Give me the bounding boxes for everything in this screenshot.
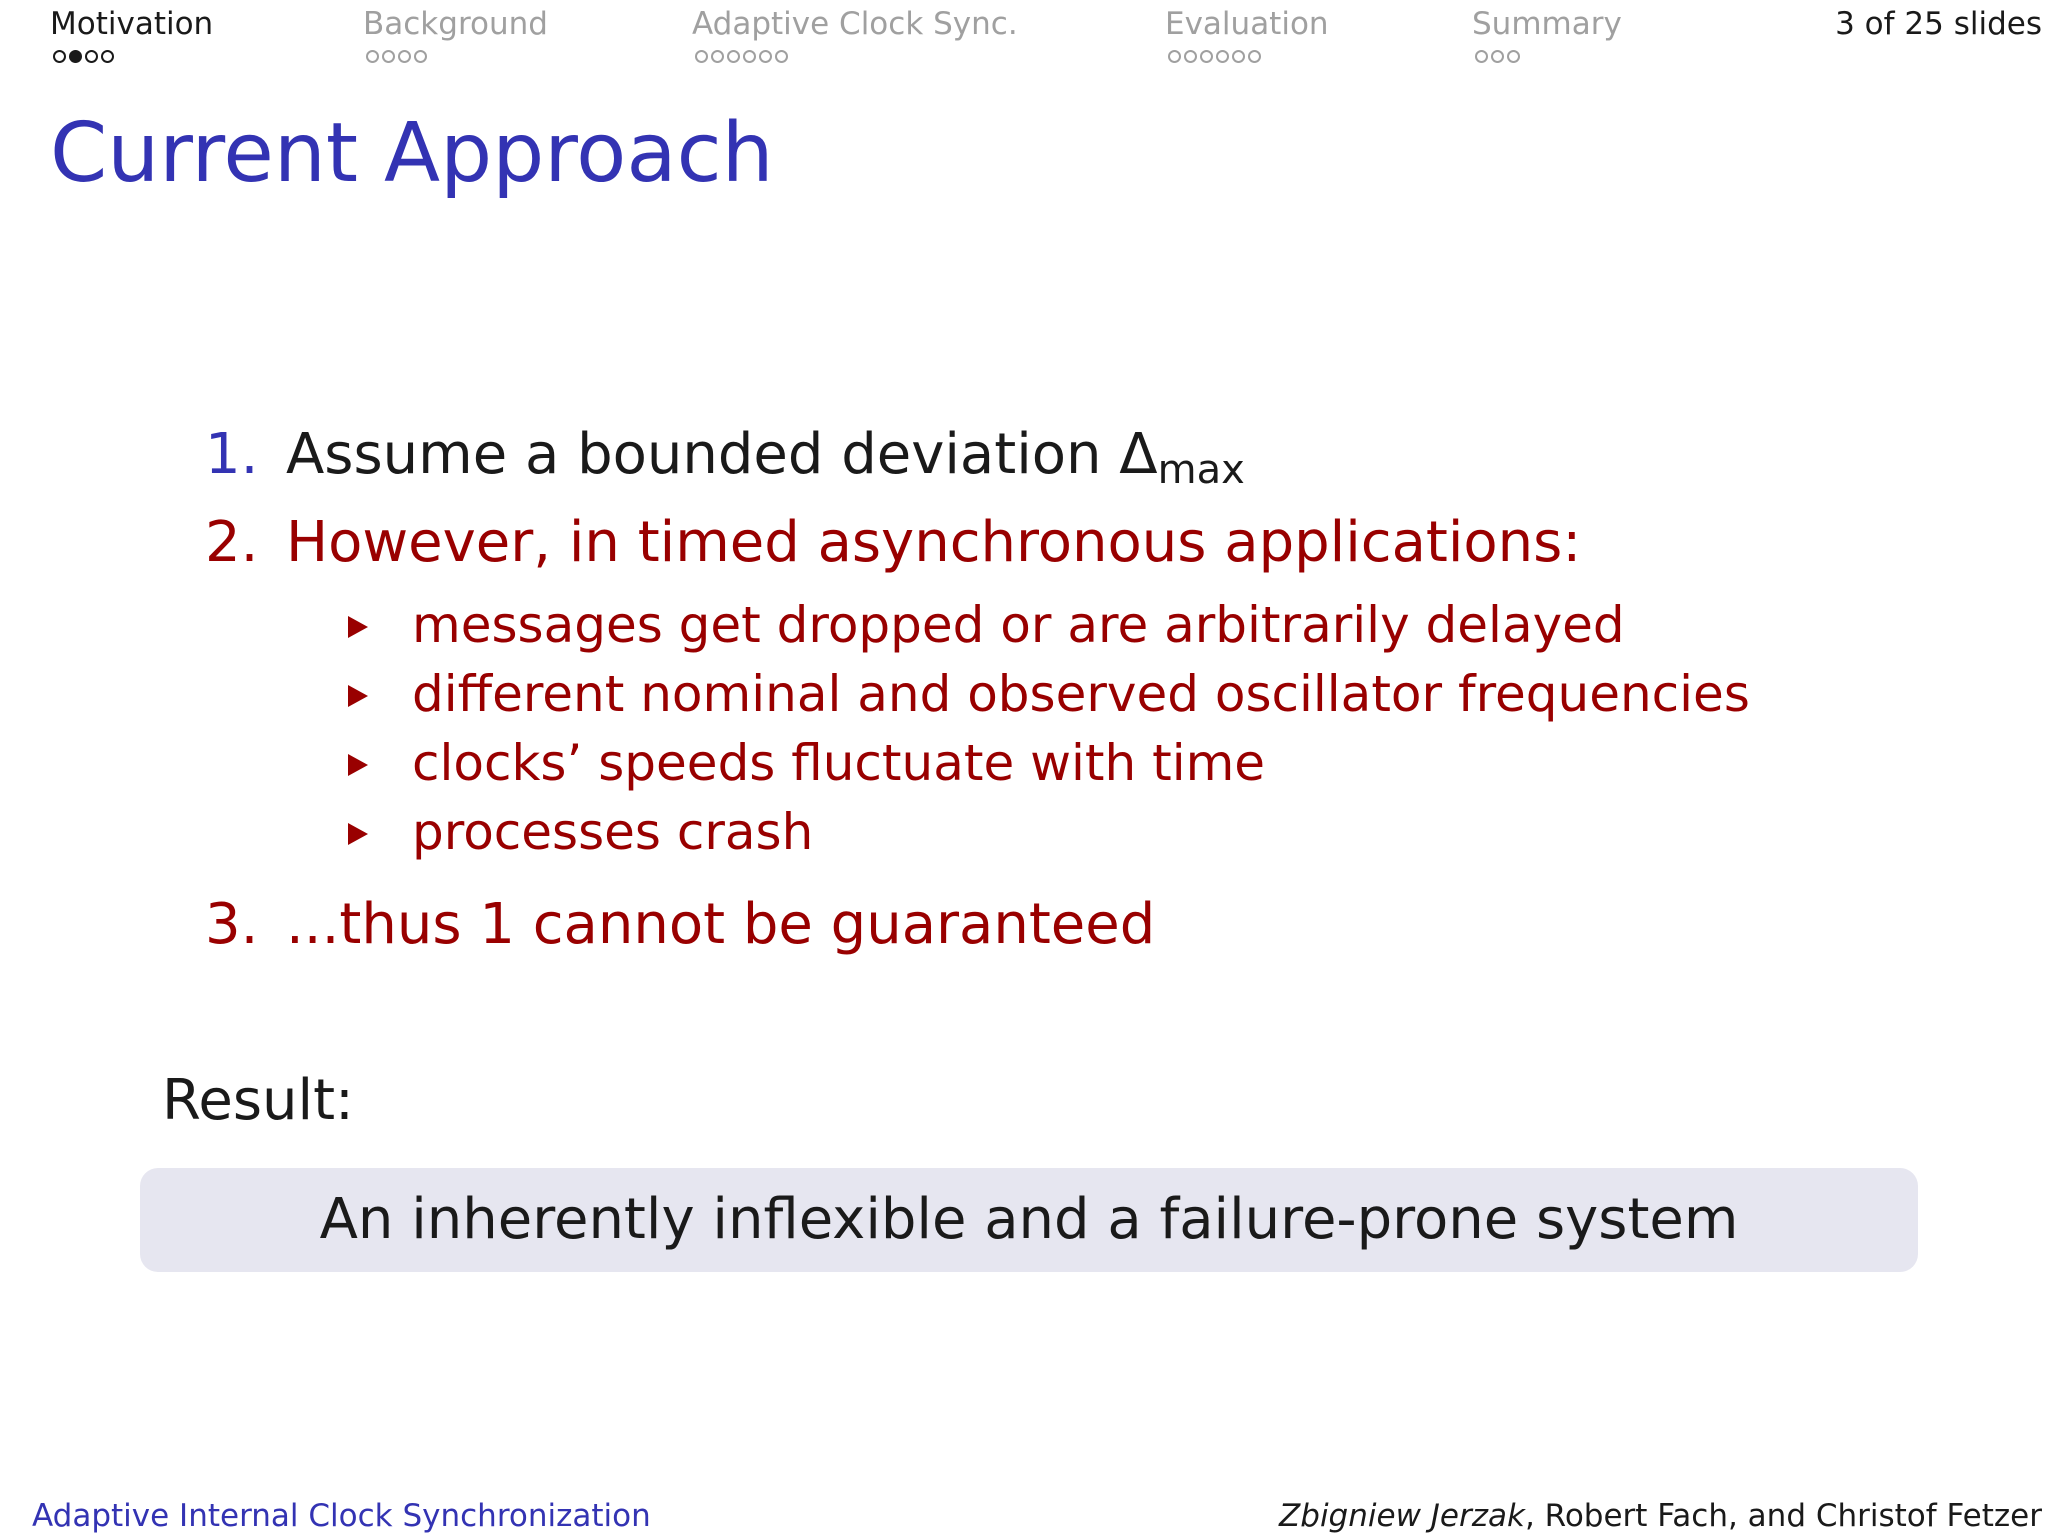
footer-authors-rest: , Robert Fach, and Christof Fetzer [1524,1498,2042,1534]
nav-section-label: Evaluation [1165,6,1329,42]
slide-dot-icon[interactable] [101,50,114,63]
sub-bullet-text: different nominal and observed oscillator frequencies [412,665,1750,723]
slide-dot-icon[interactable] [695,50,708,63]
triangle-bullet-icon [348,823,368,845]
nav-section-label: Summary [1472,6,1622,42]
slide-dot-icon[interactable] [775,50,788,63]
slide-dot-icon[interactable] [1232,50,1245,63]
slide-dot-icon[interactable] [382,50,395,63]
slide-dot-icon[interactable] [1491,50,1504,63]
sub-bullet-item [348,593,1625,657]
list-item-text: However, in timed asynchronous applications: [286,510,1582,575]
slide-dot-icon[interactable] [366,50,379,63]
slide-dot-icon[interactable] [85,50,98,63]
slide-dot-icon[interactable] [711,50,724,63]
nav-slide-dots [1475,50,1622,63]
slide-dot-icon[interactable] [1168,50,1181,63]
footer-title: Adaptive Internal Clock Synchronization [32,1498,651,1534]
nav-section-evaluation[interactable] [1165,4,1329,63]
list-item-2 [205,508,1581,578]
nav-section-summary[interactable] [1472,4,1622,63]
current-slide-dot-icon[interactable] [69,50,82,63]
slide-dot-icon[interactable] [727,50,740,63]
delta-subscript: max [1157,447,1245,493]
slide-dot-icon[interactable] [1216,50,1229,63]
nav-slide-dots [366,50,548,63]
result-block [140,1168,1918,1272]
result-block-text: An inherently inflexible and a failure-prone system [319,1187,1739,1252]
sub-bullet-item [348,731,1265,795]
list-item-number: 3. [205,892,259,957]
slide-dot-icon[interactable] [414,50,427,63]
nav-section-label: Adaptive Clock Sync. [692,6,1018,42]
slide-dot-icon[interactable] [1475,50,1488,63]
list-item-number: 2. [205,510,259,575]
triangle-bullet-icon [348,616,368,638]
footer-authors [1279,1496,2042,1536]
nav-section-label: Background [363,6,548,42]
nav-slide-dots [695,50,1018,63]
triangle-bullet-icon [348,685,368,707]
slide-dot-icon[interactable] [398,50,411,63]
triangle-bullet-icon [348,754,368,776]
list-item-1 [205,420,1245,505]
nav-slide-dots [1168,50,1329,63]
slide-dot-icon[interactable] [743,50,756,63]
list-item-text: Assume a bounded deviation Δ [286,422,1158,487]
nav-slide-dots [53,50,213,63]
footer-author-first: Zbigniew Jerzak [1279,1498,1525,1534]
slide-dot-icon[interactable] [1507,50,1520,63]
section-navigation [0,0,2048,80]
sub-bullet-item [348,662,1750,726]
page-title: Current Approach [50,106,774,201]
slide-dot-icon[interactable] [1200,50,1213,63]
nav-section-label: Motivation [50,6,214,42]
slide-dot-icon[interactable] [759,50,772,63]
sub-bullet-text: clocks’ speeds fluctuate with time [412,734,1266,792]
list-item-text: ...thus 1 cannot be guaranteed [286,892,1156,957]
slide-dot-icon[interactable] [53,50,66,63]
sub-bullet-text: processes crash [412,803,814,861]
nav-section-adaptive-clock-sync[interactable] [692,4,1018,63]
list-item-3 [205,890,1155,960]
nav-section-background[interactable] [363,4,548,63]
result-label: Result: [162,1068,354,1133]
nav-section-motivation[interactable] [50,4,213,63]
list-item-number: 1. [205,422,259,487]
slide-counter: 3 of 25 slides [1835,6,2042,42]
sub-bullet-text: messages get dropped or are arbitrarily delayed [412,596,1625,654]
slide-dot-icon[interactable] [1248,50,1261,63]
slide-dot-icon[interactable] [1184,50,1197,63]
sub-bullet-item [348,800,813,864]
